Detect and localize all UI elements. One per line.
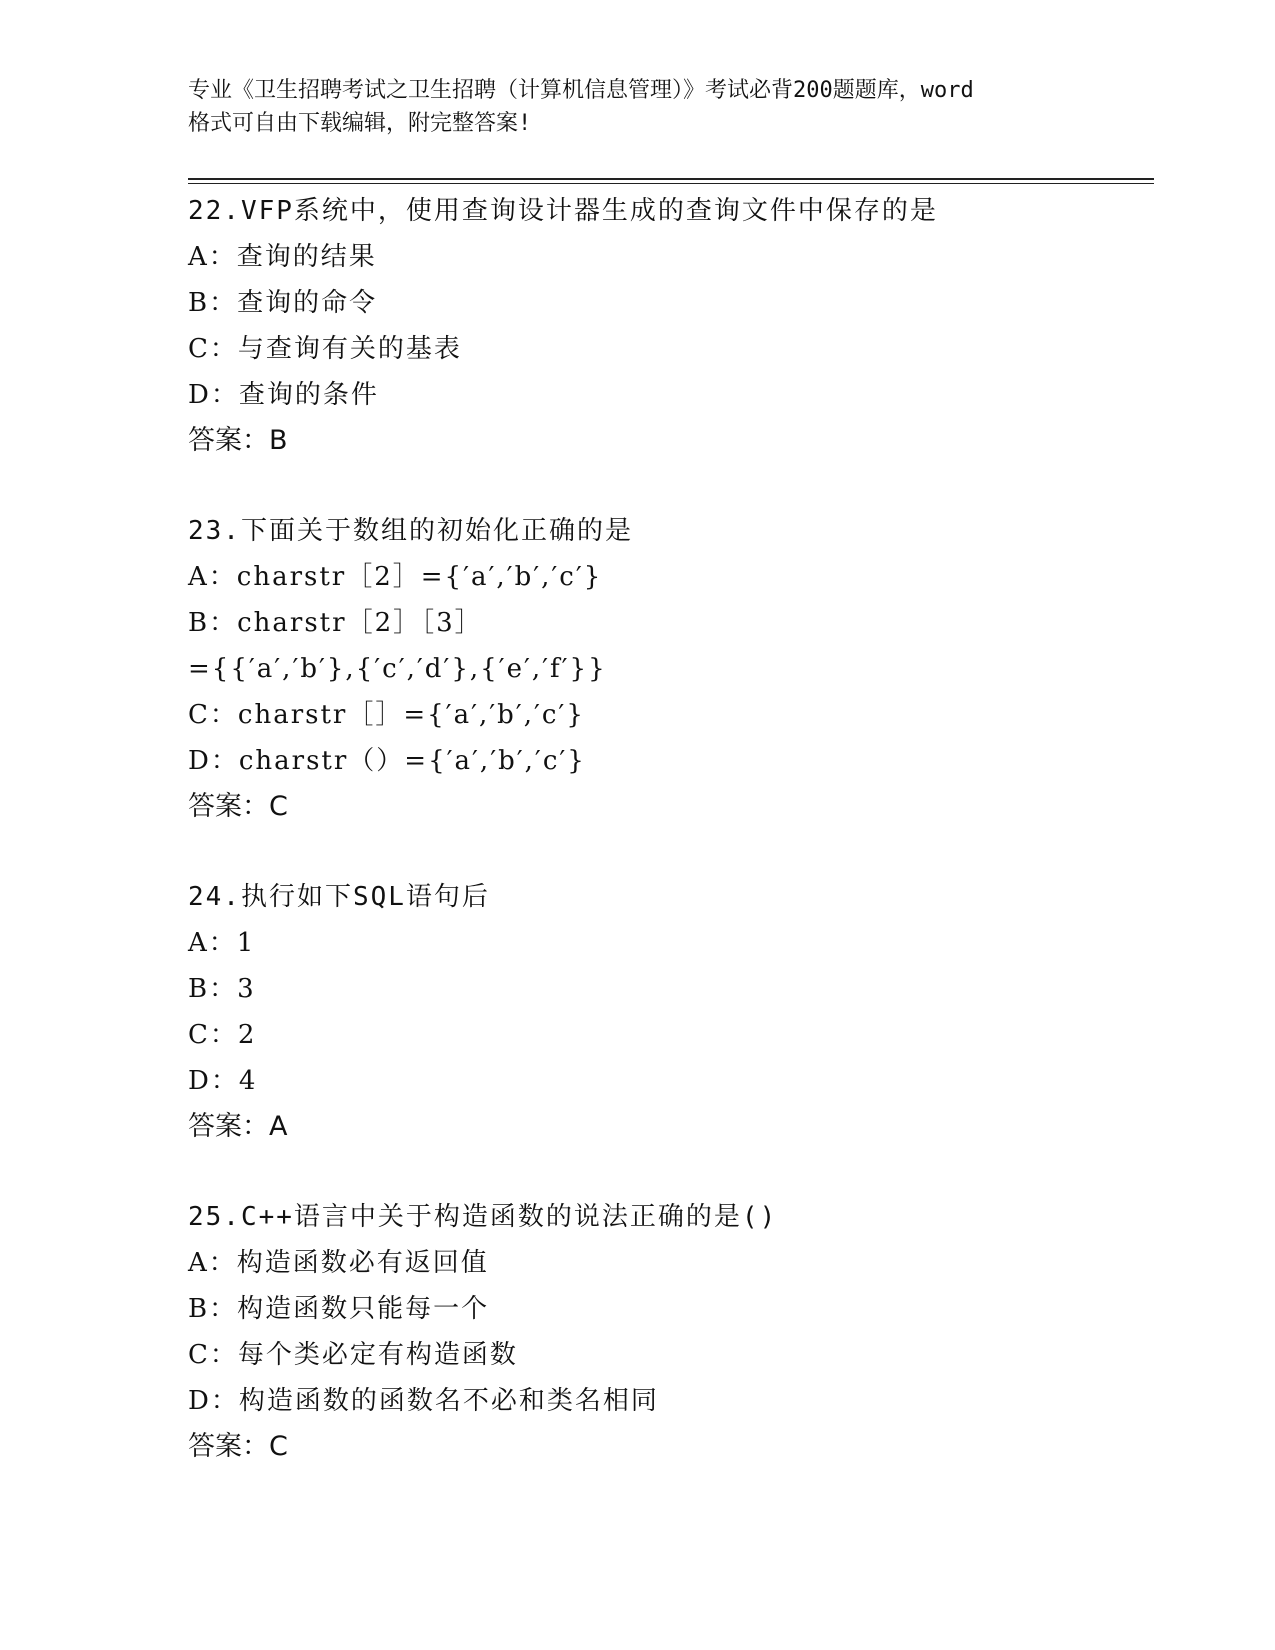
answer-label: 答案：B [188, 425, 288, 456]
header-line-2: 格式可自由下载编辑，附完整答案! [188, 111, 532, 136]
question-title: 24.执行如下SQL语句后 [188, 882, 490, 912]
option-a: A：charstr［2］={′a′,′b′,′c′} [188, 562, 603, 592]
question-block [188, 874, 1148, 1150]
question-title: 22.VFP系统中，使用查询设计器生成的查询文件中保存的是 [188, 196, 938, 226]
option-b: B：3 [188, 974, 256, 1004]
option-b: B：charstr［2］［3］ [188, 608, 483, 638]
option-c: C：charstr［］={′a′,′b′,′c′} [188, 700, 585, 730]
document-header [188, 74, 1088, 140]
option-a: A：1 [188, 928, 256, 958]
option-c: C：每个类必定有构造函数 [188, 1340, 518, 1370]
answer-label: 答案：C [188, 791, 288, 822]
option-d: D：charstr（）={′a′,′b′,′c′} [188, 746, 586, 776]
header-line-1: 专业《卫生招聘考试之卫生招聘（计算机信息管理）》考试必背200题题库，word [188, 78, 974, 103]
question-block [188, 508, 1148, 830]
option-d: D：查询的条件 [188, 380, 379, 410]
header-divider [188, 178, 1154, 180]
option-c: C：2 [188, 1020, 257, 1050]
option-b-continued: ={{′a′,′b′},{′c′,′d′},{′e′,′f′}} [188, 654, 607, 684]
question-block [188, 188, 1148, 464]
question-title: 25.C++语言中关于构造函数的说法正确的是() [188, 1202, 778, 1232]
question-title: 23.下面关于数组的初始化正确的是 [188, 516, 633, 546]
question-list [188, 188, 1148, 1470]
answer-label: 答案：A [188, 1111, 288, 1142]
option-b: B：查询的命令 [188, 288, 378, 318]
answer-label: 答案：C [188, 1431, 288, 1462]
option-c: C：与查询有关的基表 [188, 334, 462, 364]
question-block [188, 1194, 1148, 1470]
option-b: B：构造函数只能每一个 [188, 1294, 490, 1324]
header-divider-thin [188, 183, 1154, 184]
option-d: D：4 [188, 1066, 258, 1096]
option-d: D：构造函数的函数名不必和类名相同 [188, 1386, 659, 1416]
option-a: A：构造函数必有返回值 [188, 1248, 489, 1278]
option-a: A：查询的结果 [188, 242, 377, 272]
